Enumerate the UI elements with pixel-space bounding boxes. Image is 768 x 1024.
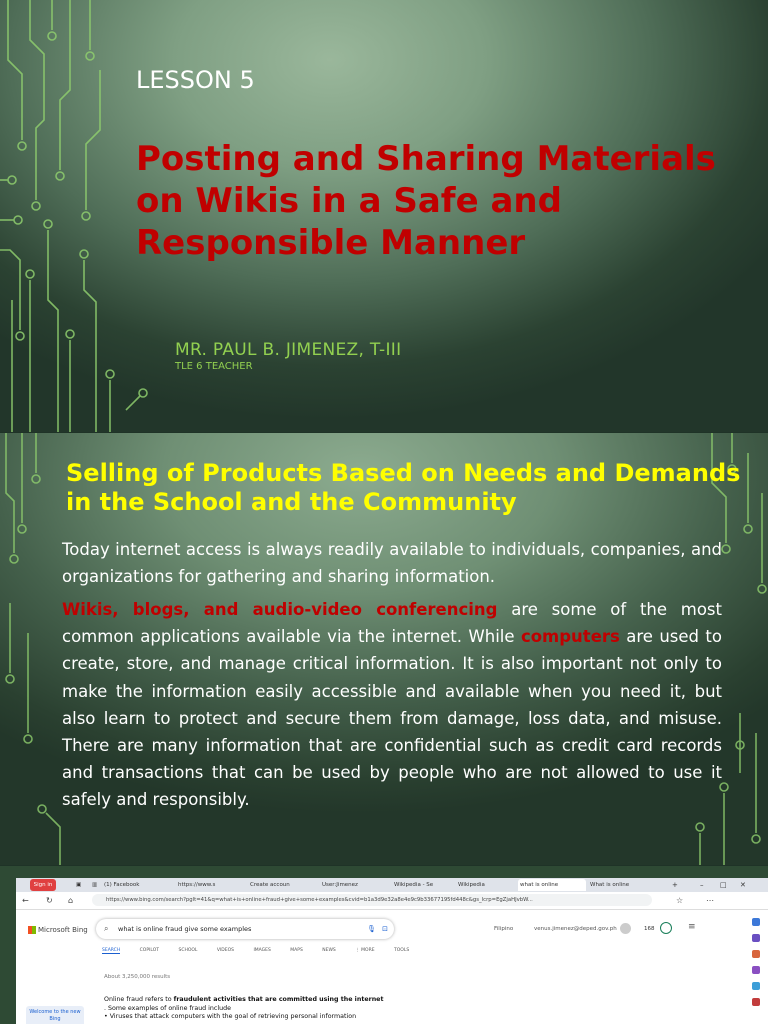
- tab-videos[interactable]: VIDEOS: [216, 948, 235, 953]
- url-field[interactable]: https://www.bing.com/search?pglt=41&q=what+is+online+fraud+give+some+examples&cvid=b1a3d9e32a8e4e9c9b33677195fd448c&gs_lcrp=EgZjaHJvbW...: [92, 894, 652, 906]
- search-icon: ⌕: [104, 924, 109, 933]
- more-icon[interactable]: ⋯: [706, 896, 714, 905]
- author-name: MR. PAUL B. JIMENEZ, T-III: [175, 340, 402, 360]
- body-text-a: are some of the most common applications available via the internet. While: [62, 600, 722, 647]
- body-text-b: are used to create, store, and manage critical information. It is also important not only to make the information easily accessible and available when you need it, but also learn to protect and secure them from damage, loss data, and misuse. There are many information that are confidential such as credit card records and transactions that can be used by people who are not allowed to use it safely and responsibly.: [62, 627, 722, 810]
- author-role: TLE 6 TEACHER: [175, 361, 253, 372]
- sidebar-office-icon[interactable]: [752, 982, 760, 990]
- sidebar-search-icon[interactable]: [752, 918, 760, 926]
- snippet-text-d: • Viruses that attack computers with the goal of retrieving personal information: [104, 1013, 357, 1020]
- tab-more[interactable]: ⋮ MORE: [355, 948, 375, 953]
- sidebar-tools-icon[interactable]: [752, 950, 760, 958]
- bing-page: [16, 910, 768, 1024]
- browser-window: [16, 878, 768, 1024]
- tab-maps[interactable]: MAPS: [290, 948, 303, 953]
- user-email[interactable]: venus.jimenez@deped.gov.ph: [534, 926, 617, 932]
- lesson-title: Posting and Sharing Materials on Wikis in a Safe and Responsible Manner: [136, 139, 716, 263]
- search-tabs: [102, 948, 427, 954]
- signin-button[interactable]: Sign in: [30, 879, 56, 891]
- home-icon[interactable]: ⌂: [68, 896, 74, 905]
- tab-bar: [16, 878, 768, 892]
- rewards-icon[interactable]: [660, 922, 672, 934]
- slide-title: [0, 0, 768, 432]
- favorites-icon[interactable]: ☆: [676, 896, 684, 905]
- close-icon[interactable]: ✕: [740, 881, 746, 889]
- tab-4[interactable]: User:Jimenez: [322, 882, 358, 888]
- minimize-icon[interactable]: –: [700, 881, 704, 889]
- welcome-card[interactable]: Welcome to the new Bing: [26, 1006, 84, 1024]
- tab-3[interactable]: Create accoun: [250, 882, 290, 888]
- tab-2[interactable]: https://www.s: [178, 882, 216, 888]
- hamburger-menu-icon[interactable]: ≡: [688, 922, 696, 932]
- back-icon[interactable]: ←: [22, 896, 29, 905]
- snippet-bold: fraudulent activities that are committed using the internet: [173, 996, 384, 1003]
- paragraph-body: [62, 596, 722, 814]
- sidebar-outlook-icon[interactable]: [752, 998, 760, 1006]
- slide-content: [0, 433, 768, 865]
- mic-icon[interactable]: 🎙︎: [367, 925, 376, 933]
- snippet-text-a: Online fraud refers to: [104, 996, 174, 1003]
- lesson-label: LESSON 5: [136, 66, 255, 94]
- tab-facebook[interactable]: (1) Facebook: [104, 882, 140, 888]
- tab-list-icon[interactable]: ▥: [92, 882, 98, 888]
- visual-search-icon[interactable]: ⊡: [382, 925, 388, 933]
- bing-brand: Microsoft Bing: [38, 926, 88, 934]
- highlight-applications: Wikis, blogs, and audio-video conferencing: [62, 600, 498, 619]
- rewards-points[interactable]: 168: [644, 926, 655, 932]
- new-tab-icon[interactable]: +: [672, 881, 678, 889]
- address-bar: [16, 892, 768, 910]
- avatar[interactable]: [620, 923, 631, 934]
- sidebar-games-icon[interactable]: [752, 966, 760, 974]
- bing-logo[interactable]: [28, 926, 88, 934]
- slide-heading: Selling of Products Based on Needs and Demands in the School and the Community: [66, 459, 741, 516]
- tab-active[interactable]: what is online: [518, 879, 586, 891]
- answer-snippet: [104, 996, 404, 1022]
- tab-copilot[interactable]: COPILOT: [139, 948, 160, 953]
- tab-tools[interactable]: TOOLS: [393, 948, 410, 953]
- sidebar-shopping-icon[interactable]: [752, 934, 760, 942]
- refresh-icon[interactable]: ↻: [46, 896, 53, 905]
- tab-5[interactable]: Wikipedia - Se: [394, 882, 434, 888]
- paragraph-intro: Today internet access is always readily available to individuals, companies, and organizations for gathering and sharing information.: [62, 540, 722, 587]
- maximize-icon[interactable]: □: [720, 881, 727, 889]
- browser-screenshot: [0, 866, 768, 1024]
- microsoft-logo-icon: [28, 926, 36, 934]
- search-input[interactable]: [96, 919, 394, 939]
- highlight-computers: computers: [520, 627, 620, 647]
- snippet-text-c: . Some examples of online fraud include: [104, 1004, 231, 1012]
- tab-6[interactable]: Wikipedia: [458, 882, 485, 888]
- tab-news[interactable]: NEWS: [322, 948, 336, 953]
- results-count: About 3,250,000 results: [104, 974, 171, 980]
- search-query: what is online fraud give some examples: [118, 925, 252, 933]
- language-link[interactable]: Filipino: [494, 926, 514, 932]
- edge-sidebar: [748, 878, 764, 1024]
- tab-school[interactable]: SCHOOL: [178, 948, 198, 953]
- tab-search[interactable]: SEARCH: [102, 948, 121, 953]
- tab-images[interactable]: IMAGES: [253, 948, 271, 953]
- tab-actions-icon[interactable]: ▣: [76, 882, 82, 888]
- tab-8[interactable]: What is online: [590, 882, 630, 888]
